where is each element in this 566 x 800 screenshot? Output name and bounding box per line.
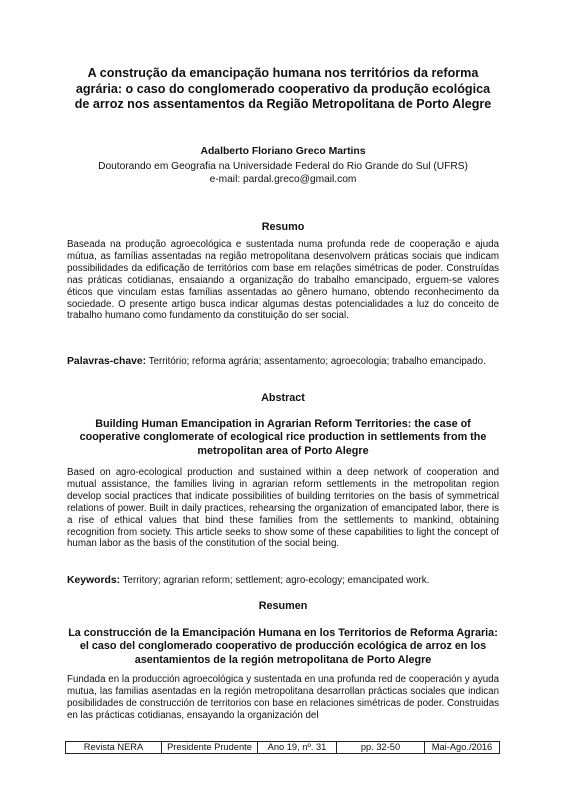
resumo-keywords-text: Território; reforma agrária; assentamento; agroecologia; trabalho emancipado.	[148, 356, 486, 367]
abstract-body: Based on agro-ecological production and sustained within a deep network of cooperation and mutual assistance, the families living in agrarian reform settlements in the metropolitan region develop social practices that indicate possibilities of building territories on the basis of symmetrical relations of power. Built in daily practices, rehearsing the organization of emancipated labor, there is a rise of ethical values that bind these families from the settlements to mankind, obtaining recognition from society. This article seeks to show some of these capabilities to light the concept of human labor as the basis of the constitution of the social being.	[67, 467, 499, 550]
resumen-body: Fundada en la producción agroecológica y sustentada en una profunda red de cooperación y ayuda mutua, las familias asentadas en la región metropolitana desarrollan prácticas sociales que indican posibilidades de construcción de territorios con base en relaciones simétricas de poder. Construidas en las prácticas cotidianas, ensayando la organización del	[67, 674, 499, 721]
resumo-heading: Resumo	[261, 221, 305, 233]
resumo-keywords	[67, 356, 499, 368]
abstract-keywords	[67, 575, 499, 587]
resumen-title: La construcción de la Emancipación Humana en los Territorios de Reforma Agraria: el caso del conglomerado cooperativo de producción ecológica de arroz en los asentamientos de la región metropolitana de Porto Alegre	[68, 627, 498, 666]
author-name: Adalberto Floriano Greco Martins	[200, 146, 366, 157]
footer-volume: Ano 19, nº. 31	[258, 742, 337, 754]
paper-title: A construção da emancipação humana nos territórios da reforma agrária: o caso do conglomerado cooperativo da produção ecológica de arroz nos assentamentos da Região Metropolitana de Porto Alegre	[74, 66, 492, 112]
abstract-heading: Abstract	[261, 392, 305, 404]
footer-journal: Revista NERA	[66, 742, 162, 754]
author-email: e-mail: pardal.greco@gmail.com	[209, 174, 357, 185]
footer-date: Mai-Ago./2016	[425, 742, 500, 754]
journal-footer	[65, 741, 500, 754]
abstract-title: Building Human Emancipation in Agrarian Reform Territories: the case of cooperative conglomerate of ecological rice production in settlements from the metropolitan area of Porto Alegre	[79, 418, 487, 457]
resumo-body: Baseada na produção agroecológica e sustentada numa profunda rede de cooperação e ajuda mútua, as famílias assentadas na região metropolitana desenvolvem práticas sociais que indicam possibilidades da edificação de territórios com base em relações simétricas de poder. Construídas nas práticas cotidianas, ensaiando a organização do trabalho emancipado, erguem-se valores éticos que vinculam estas famílias assentadas ao gênero humano, obtendo reconhecimento da sociedade. O presente artigo busca indicar algumas destas potencialidades a luz do conceito de trabalho humano como fundamento da constituição do ser social.	[67, 239, 499, 322]
resumo-keywords-label: Palavras-chave:	[67, 356, 147, 367]
abstract-keywords-label: Keywords:	[67, 575, 121, 586]
resumen-heading: Resumen	[258, 600, 308, 612]
footer-city: Presidente Prudente	[162, 742, 258, 754]
author-affiliation: Doutorando em Geografia na Universidade Federal do Rio Grande do Sul (UFRS)	[98, 161, 468, 172]
footer-pages: pp. 32-50	[337, 742, 425, 754]
abstract-keywords-text: Territory; agrarian reform; settlement; agro-ecology; emancipated work.	[122, 575, 430, 586]
